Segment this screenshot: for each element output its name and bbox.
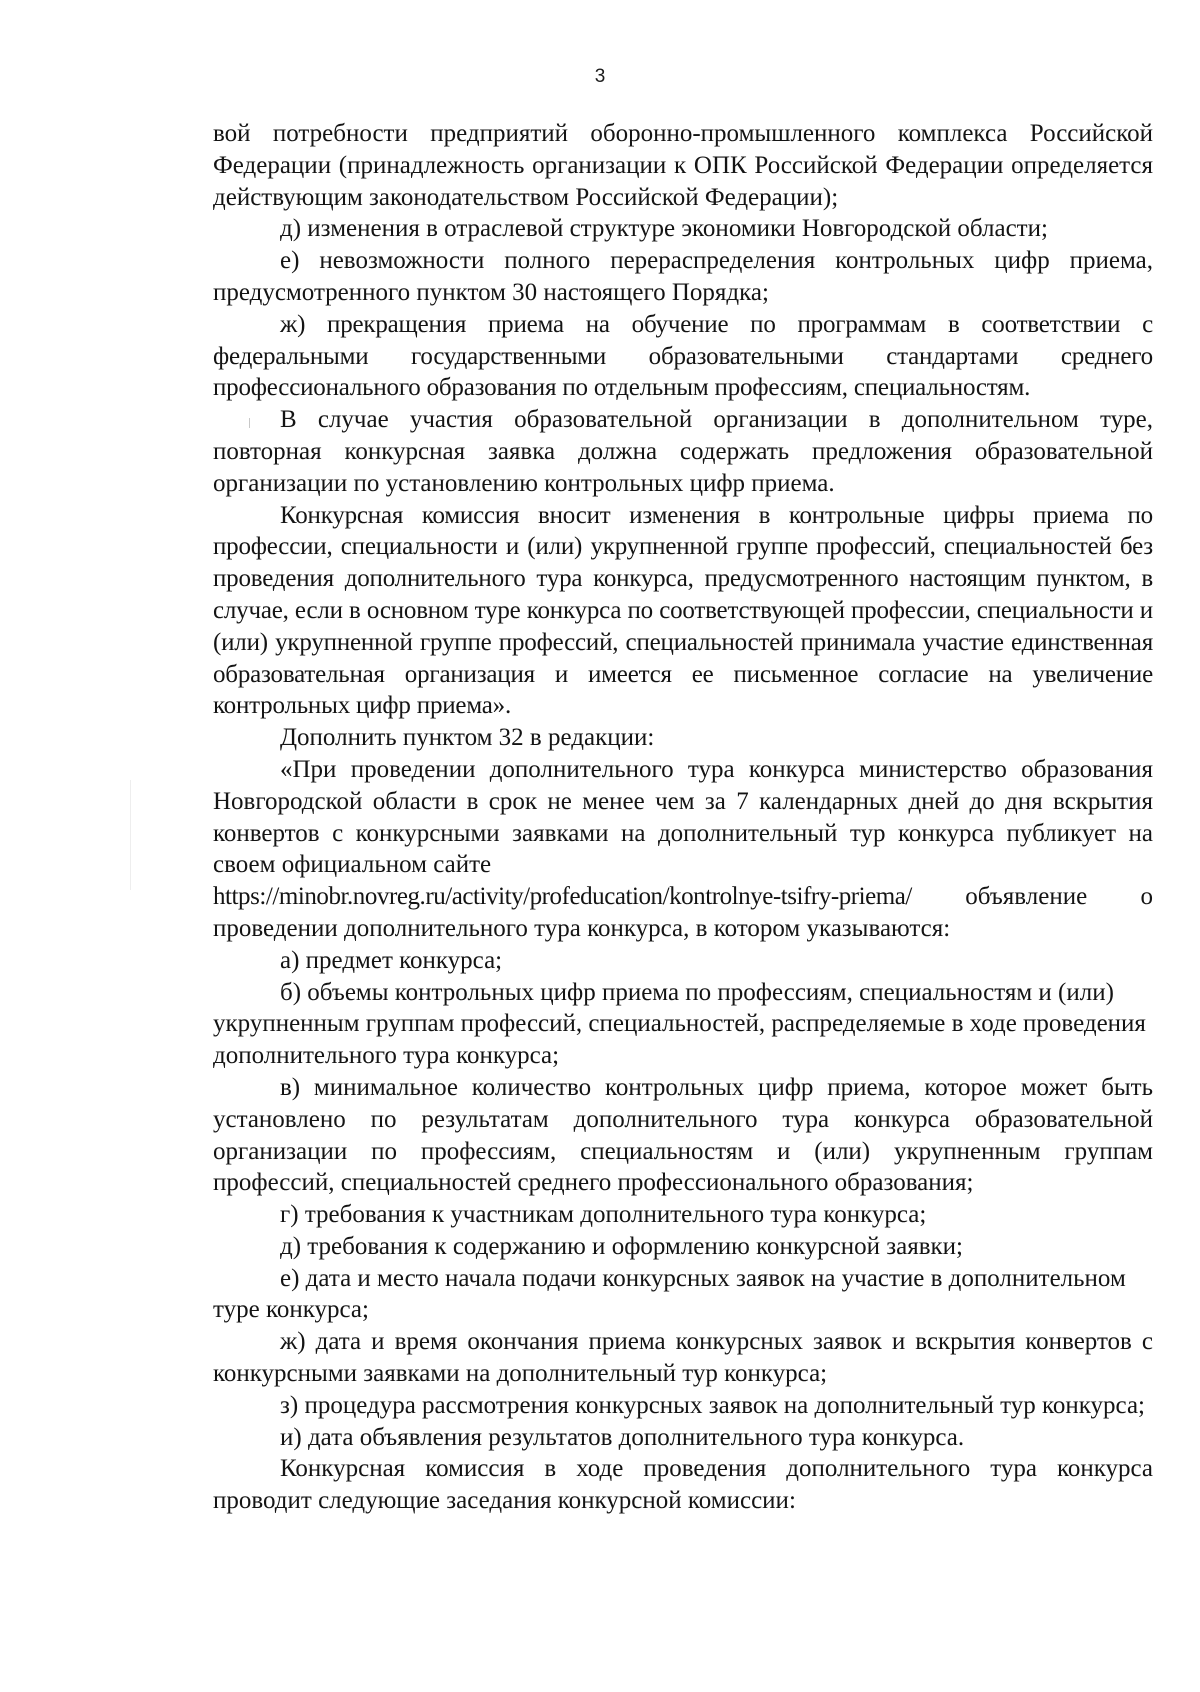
page-number: 3 xyxy=(594,66,606,87)
list-item-a-subject: а) предмет конкурса; xyxy=(280,946,503,974)
announcement-lead-text: «При проведении дополнительного тура конкурса министерство образования Новгородской области в срок не менее чем за 7 календарных дней до дня вскрытия конвертов с конкурсными заявками на дополнительный тур конкурса публикует на своем официальном сайте xyxy=(213,755,1153,879)
list-item-e-submission-start: е) дата и место начала подачи конкурсных заявок на участие в дополнительном туре конкурса; xyxy=(213,1264,1126,1324)
paragraph-additional-round-application: В случае участия образовательной организации в дополнительном туре, повторная конкурсная заявка должна содержать предложения образовательной организации по установлению контрольных цифр приема. xyxy=(213,406,1153,497)
list-item-b-volumes: б) объемы контрольных цифр приема по профессиям, специальностям и (или) укрупненным группам профессий, специальностей, распределяемые в ходе проведения дополнительного тура конкурса; xyxy=(213,978,1146,1070)
paragraph-announcement xyxy=(213,754,1153,945)
list-item-d-application-requirements: д) требования к содержанию и оформлению конкурсной заявки; xyxy=(280,1232,963,1260)
document-body xyxy=(213,118,1153,1517)
official-website-link[interactable]: https://minobr.novreg.ru/activity/profeducation/kontrolnye-tsifry-priema/ xyxy=(213,883,912,911)
paragraph-add-item-32: Дополнить пунктом 32 в редакции: xyxy=(280,724,655,752)
list-item-zh-submission-end: ж) дата и время окончания приема конкурсных заявок и вскрытия конвертов с конкурсными заявками на дополнительный тур конкурса; xyxy=(213,1328,1153,1388)
list-item-g-participant-requirements: г) требования к участникам дополнительного тура конкурса; xyxy=(280,1201,927,1229)
list-item-i-results-date: и) дата объявления результатов дополнительного тура конкурса. xyxy=(280,1423,965,1451)
announcement-url-line xyxy=(213,881,1153,945)
list-item-zh-termination: ж) прекращения приема на обучение по программам в соответствии с федеральными государственными образовательными стандартами среднего профессионального образования по отдельным профессиям, специальностям. xyxy=(213,310,1153,402)
list-item-z-review-procedure: з) процедура рассмотрения конкурсных заявок на дополнительный тур конкурса; xyxy=(280,1391,1145,1419)
announcement-tail-text: объявление о проведении дополнительного тура конкурса, в котором указываются: xyxy=(213,883,1153,942)
list-item-e-redistribution: е) невозможности полного перераспределения контрольных цифр приема, предусмотренного пунктом 30 настоящего Порядка; xyxy=(213,247,1153,306)
paragraph-commission-meetings: Конкурсная комиссия в ходе проведения дополнительного тура конкурса проводит следующие заседания конкурсной комиссии: xyxy=(213,1455,1153,1515)
scan-artifact-edge xyxy=(130,780,131,890)
list-item-d-economy-structure: д) изменения в отраслевой структуре экономики Новгородской области; xyxy=(280,215,1048,243)
paragraph-commission-changes: Конкурсная комиссия вносит изменения в контрольные цифры приема по профессии, специальности и (или) укрупненной группе профессий, специальностей без проведения дополнительного тура конкурса, предусмотренного настоящим пунктом, в случае, если в основном туре конкурса по соответствующей профессии, специальности и (или) укрупненной группе профессий, специальностей принимала участие единственная образовательная организация и имеется ее письменное согласие на увеличение контрольных цифр приема». xyxy=(213,501,1153,720)
paragraph-continuation: вой потребности предприятий оборонно-промышленного комплекса Российской Федерации (принадлежность организации к ОПК Российской Федерации определяется действующим законодательством Российской Федерации); xyxy=(213,120,1153,211)
list-item-v-minimum-quantity: в) минимальное количество контрольных цифр приема, которое может быть установлено по результатам дополнительного тура конкурса образовательной организации по профессиям, специальностям и (или) укрупненным группам профессий, специальностей среднего профессионального образования; xyxy=(213,1073,1153,1197)
